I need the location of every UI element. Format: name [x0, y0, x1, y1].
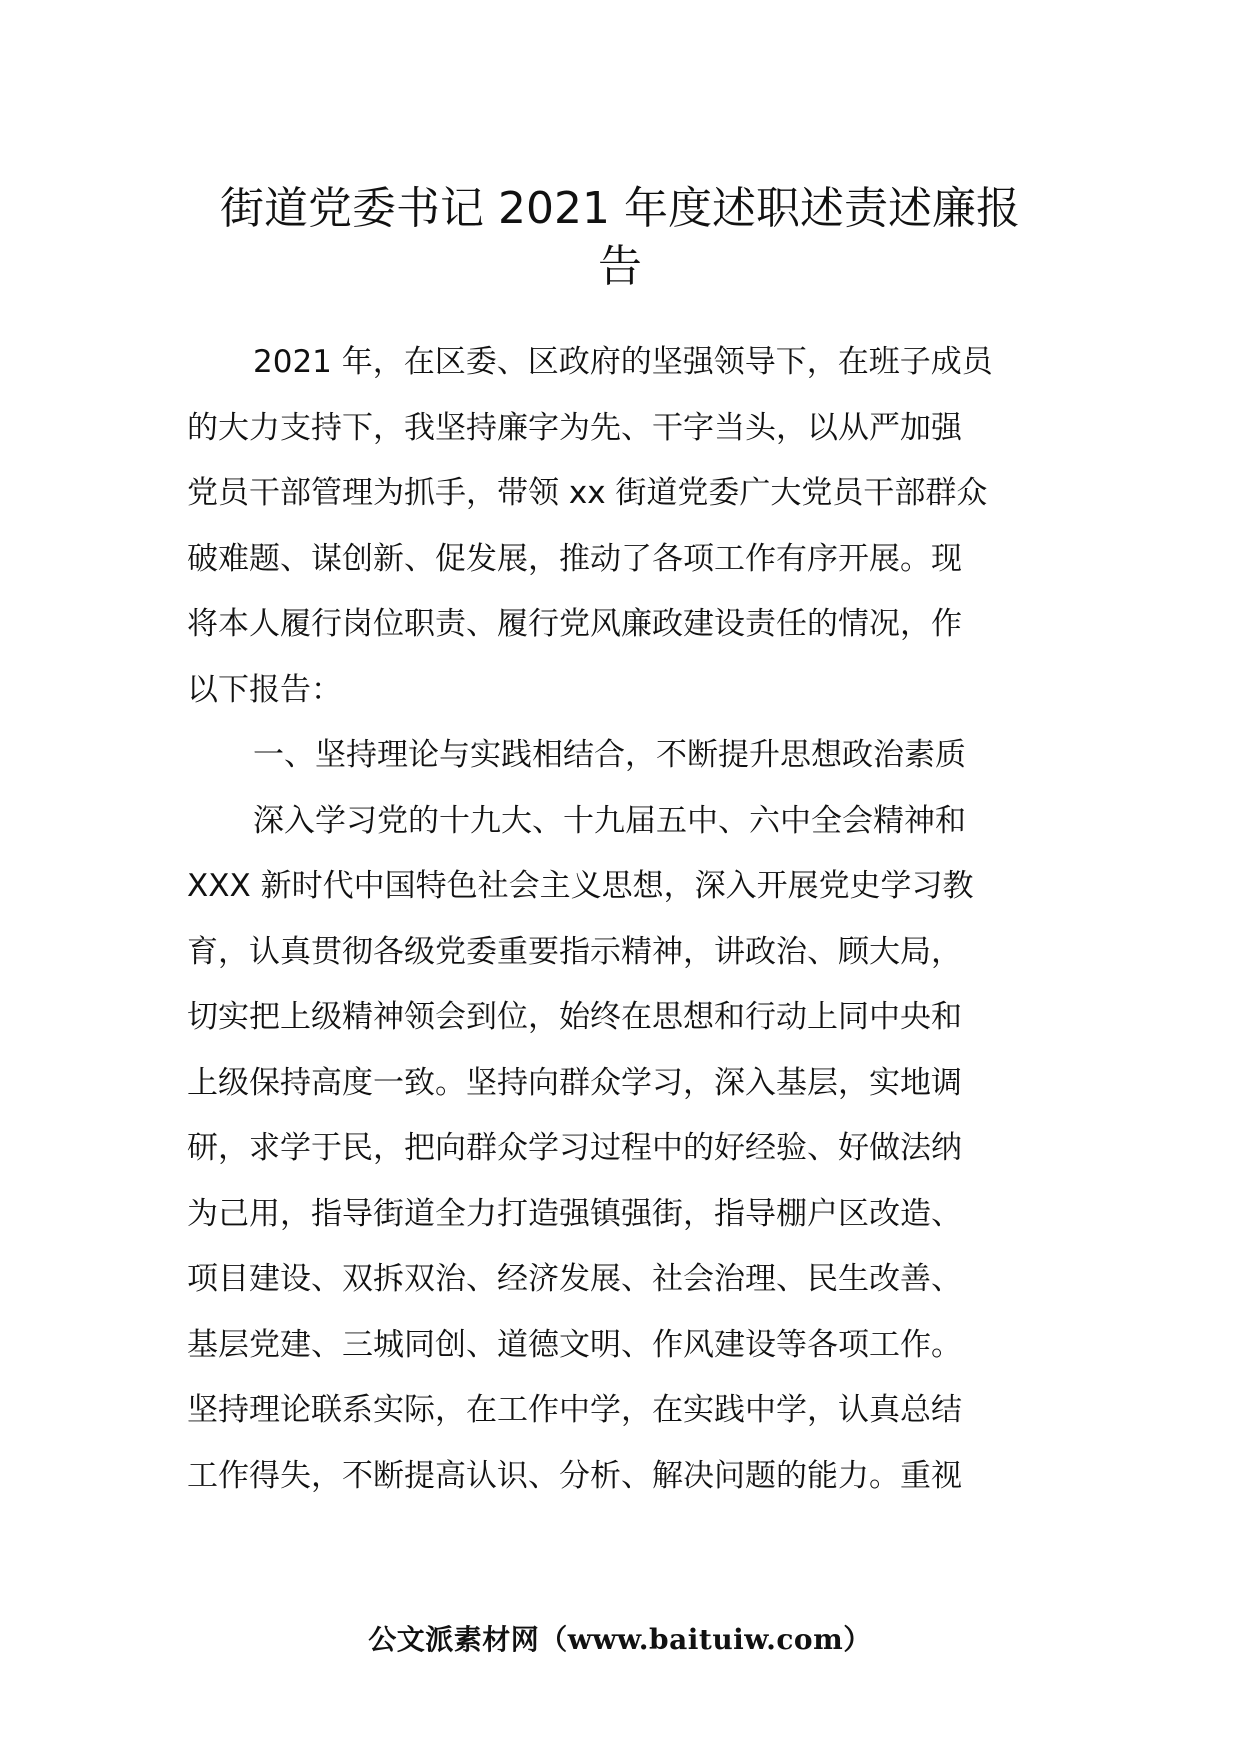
- title-line-1: 街道党委书记 2021 年度述职述责述廉报: [220, 183, 1020, 234]
- body-text-line: 以下报告：: [187, 671, 342, 708]
- body-text-line: 基层党建、三城同创、道德文明、作风建设等各项工作。: [187, 1326, 962, 1363]
- body-text-line: 上级保持高度一致。坚持向群众学习，深入基层，实地调: [187, 1064, 962, 1101]
- body-text-line: 破难题、谋创新、促发展，推动了各项工作有序开展。现: [187, 540, 962, 577]
- body-text-line: 切实把上级精神领会到位，始终在思想和行动上同中央和: [187, 999, 962, 1035]
- body-text-line: 的大力支持下，我坚持廉字为先、干字当头，以从严加强: [187, 409, 962, 446]
- body-text-line: 深入学习党的十九大、十九届五中、六中全会精神和: [253, 802, 966, 839]
- body-text-line: 将本人履行岗位职责、履行党风廉政建设责任的情况，作: [187, 606, 962, 642]
- body-text-line: 项目建设、双拆双治、经济发展、社会治理、民生改善、: [187, 1261, 962, 1297]
- body-text-line: 工作得失，不断提高认识、分析、解决问题的能力。重视: [187, 1457, 962, 1494]
- body-text-line: 研，求学于民，把向群众学习过程中的好经验、好做法纳: [187, 1130, 962, 1166]
- body-text-line: 党员干部管理为抓手，带领 xx 街道党委广大党员干部群众: [187, 475, 988, 511]
- body-text-line: 育，认真贯彻各级党委重要指示精神，讲政治、顾大局，: [187, 933, 962, 970]
- body-text-line: 2021 年，在区委、区政府的坚强领导下，在班子成员: [253, 344, 993, 380]
- document-title: [190, 180, 1050, 296]
- body-text-line: 一、坚持理论与实践相结合，不断提升思想政治素质: [253, 737, 966, 773]
- body-text-line: XXX 新时代中国特色社会主义思想，深入开展党史学习教: [187, 868, 974, 904]
- footer-watermark: 公文派素材网（www.baituiw.com）: [368, 1623, 872, 1656]
- title-line-2: 告: [598, 241, 642, 292]
- body-text-line: 为己用，指导街道全力打造强镇强街，指导棚户区改造、: [187, 1195, 962, 1232]
- document-body: [187, 330, 1057, 1509]
- body-text-line: 坚持理论联系实际，在工作中学，在实践中学，认真总结: [187, 1392, 962, 1428]
